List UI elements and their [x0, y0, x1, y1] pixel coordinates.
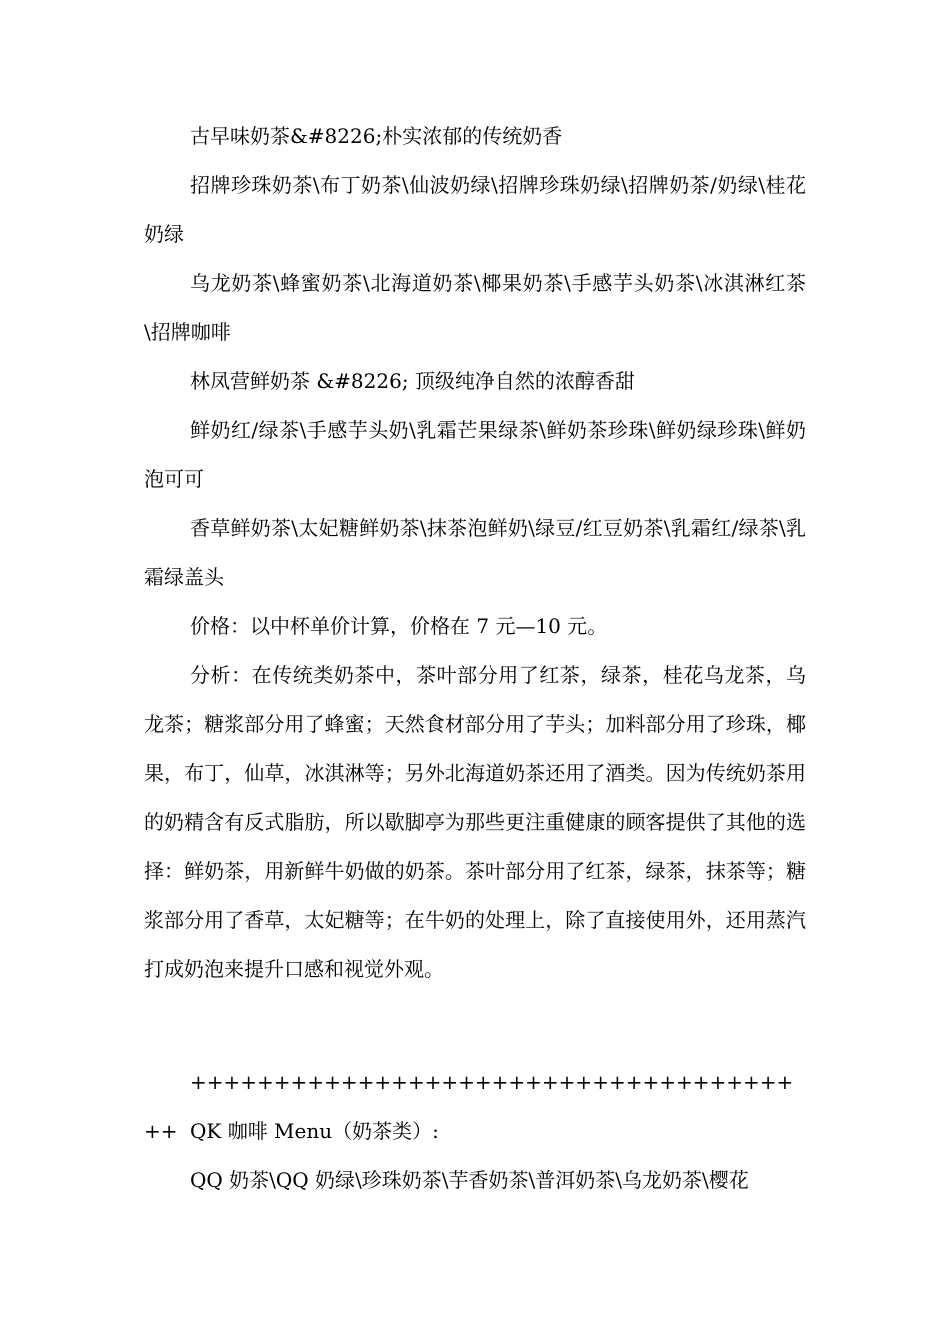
menu-list-fresh-2: 香草鲜奶茶\太妃糖鲜奶茶\抹茶泡鲜奶\绿豆/红豆奶茶\乳霜红/绿茶\乳霜绿盖头 [144, 516, 806, 589]
price-paragraph: 价格：以中杯单价计算，价格在 7 元—10 元。 [190, 614, 608, 638]
heading-fresh-milk-tea: 林凤营鲜奶茶 &#8226; 顶级纯净自然的浓醇香甜 [190, 369, 635, 393]
menu-list-classic-2: 乌龙奶茶\蜂蜜奶茶\北海道奶茶\椰果奶茶\手感芋头奶茶\冰淇淋红茶\招牌咖啡 [144, 271, 806, 344]
qk-menu-list: QQ 奶茶\QQ 奶绿\珍珠奶茶\芋香奶茶\普洱奶茶\乌龙奶茶\樱花 [190, 1168, 749, 1192]
heading-old-style-milk-tea: 古早味奶茶&#8226;朴实浓郁的传统奶香 [190, 124, 563, 148]
separator-plus-line: ++++++++++++++++++++++++++++++++++++++ [144, 1070, 794, 1143]
menu-list-classic-1: 招牌珍珠奶茶\布丁奶茶\仙波奶绿\招牌珍珠奶绿\招牌奶茶/奶绿\桂花奶绿 [144, 173, 806, 246]
analysis-paragraph: 分析：在传统类奶茶中，茶叶部分用了红茶，绿茶，桂花乌龙茶，乌龙茶；糖浆部分用了蜂蜜；天然食材部分用了芋头；加料部分用了珍珠，椰果，布丁，仙草，冰淇淋等；另外北海道奶茶还用了酒类。因为传统奶茶用的奶精含有反式脂肪，所以歇脚亭为那些更注重健康的顾客提供了其他的选择：鲜奶茶，用新鲜牛奶做的奶茶。茶叶部分用了红茶，绿茶，抹茶等；糖浆部分用了香草，太妃糖等；在牛奶的处理上，除了直接使用外，还用蒸汽打成奶泡来提升口感和视觉外观。 [144, 663, 806, 981]
qk-coffee-menu-heading: QK 咖啡 Menu（奶茶类）: [190, 1119, 439, 1143]
menu-list-fresh-1: 鲜奶红/绿茶\手感芋头奶\乳霜芒果绿茶\鲜奶茶珍珠\鲜奶绿珍珠\鲜奶泡可可 [144, 418, 806, 491]
